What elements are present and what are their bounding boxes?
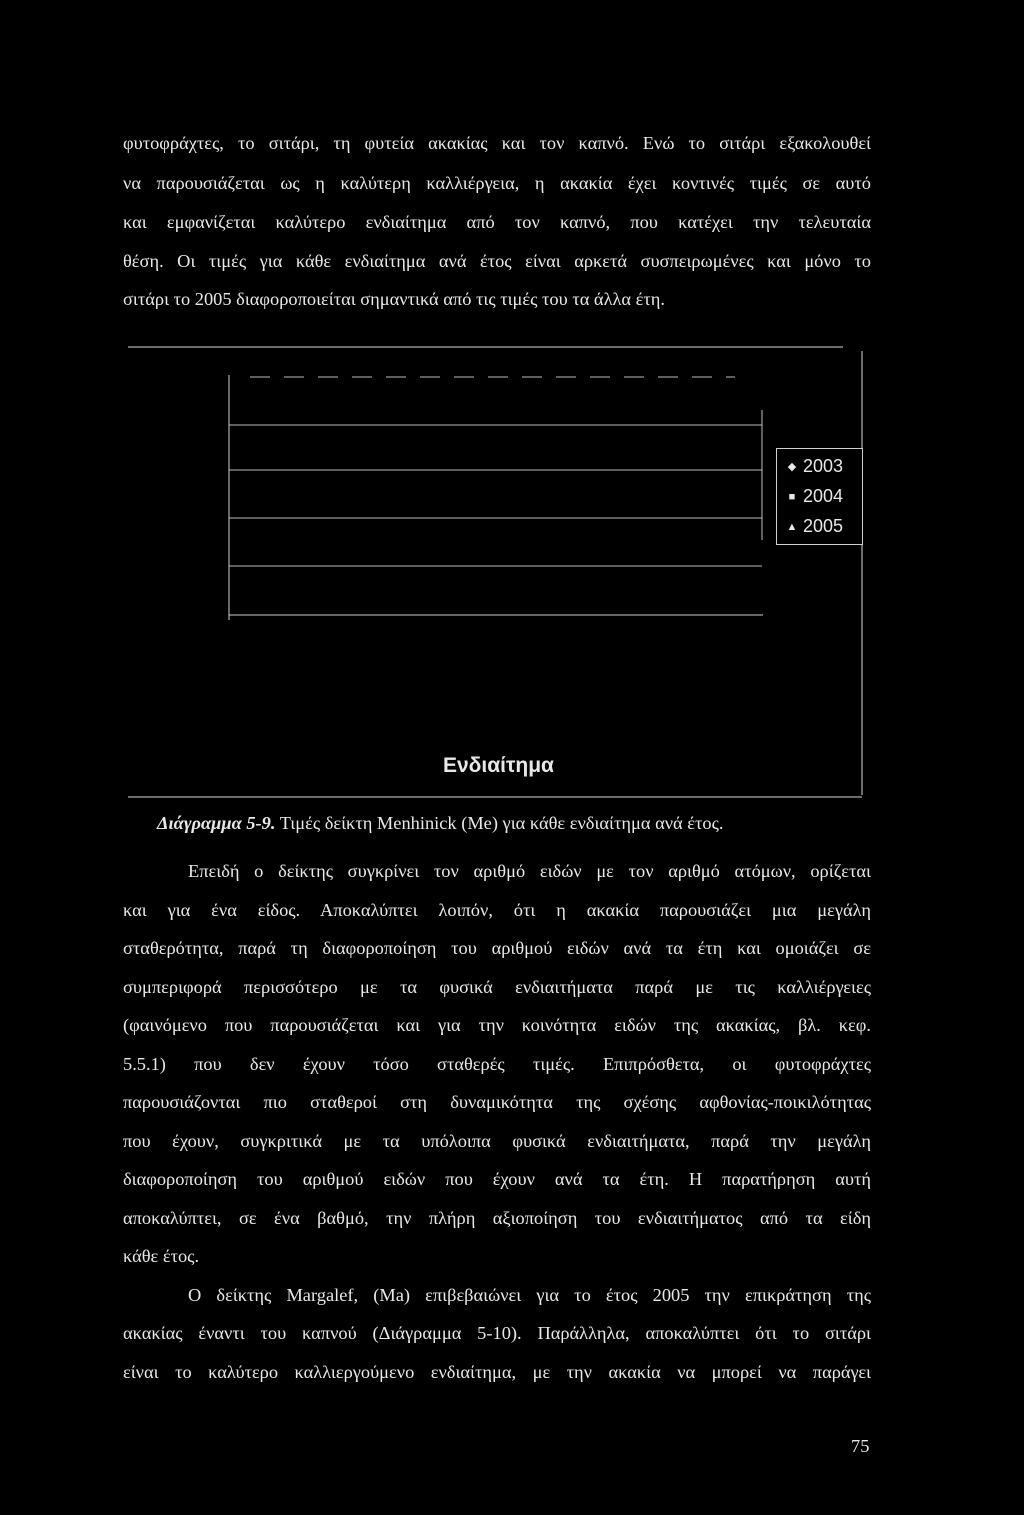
text-line: και για ένα είδος. Αποκαλύπτει λοιπόν, ότι η ακακία παρουσιάζει μια μεγάλη bbox=[123, 900, 871, 920]
text-line: Ο δείκτης Margalef, (Ma) επιβεβαιώνει για το έτος 2005 την επικράτηση της bbox=[188, 1285, 871, 1305]
text-line: (φαινόμενο που παρουσιάζεται και για την κοινότητα ειδών της ακακίας, βλ. κεφ. bbox=[123, 1015, 871, 1035]
text-line: να παρουσιάζεται ως η καλύτερη καλλιέργεια, η ακακία έχει κοντινές τιμές σε αυτό bbox=[123, 173, 871, 193]
legend-label: 2005 bbox=[803, 516, 844, 536]
text-line: είναι το καλύτερο καλλιεργούμενο ενδιαίτημα, με την ακακία να μπορεί να παράγει bbox=[123, 1362, 871, 1382]
square-marker-icon: ■ bbox=[788, 491, 796, 504]
page-number: 75 bbox=[851, 1436, 870, 1456]
triangle-marker-icon: ▲ bbox=[786, 521, 798, 534]
x-axis-label: Ενδιαίτημα bbox=[443, 754, 554, 777]
legend-item-2005 bbox=[785, 515, 843, 537]
diamond-marker-icon: ◆ bbox=[787, 461, 797, 474]
text-line: Επειδή ο δείκτης συγκρίνει τον αριθμό ειδών με τον αριθμό ατόμων, ορίζεται bbox=[188, 861, 871, 881]
figure-caption bbox=[157, 811, 723, 835]
caption-text: Τιμές δείκτη Menhinick (Me) για κάθε ενδιαίτημα ανά έτος. bbox=[275, 813, 724, 833]
text-line: συμπεριφορά περισσότερο με τα φυσικά ενδιαιτήματα παρά με τις καλλιέργειες bbox=[123, 977, 871, 997]
caption-label: Διάγραμμα 5-9. bbox=[157, 813, 276, 833]
legend-label: 2003 bbox=[803, 456, 844, 476]
text-line: αποκαλύπτει, σε ένα βαθμό, την πλήρη αξιοποίηση του ενδιαιτήματος από τα είδη bbox=[123, 1208, 871, 1228]
text-line: σταθερότητα, παρά τη διαφοροποίηση του αριθμού ειδών ανά τα έτη και ομοιάζει σε bbox=[123, 938, 871, 958]
text-line: κάθε έτος. bbox=[123, 1246, 200, 1266]
text-line: ακακίας έναντι του καπνού (Διάγραμμα 5-10). Παράλληλα, αποκαλύπτει ότι το σιτάρι bbox=[123, 1323, 871, 1343]
legend-item-2004 bbox=[785, 485, 843, 507]
text-line: θέση. Οι τιμές για κάθε ενδιαίτημα ανά έτος είναι αρκετά συσπειρωμένες και μόνο το bbox=[123, 251, 871, 271]
text-line: που έχουν, συγκριτικά με τα υπόλοιπα φυσικά ενδιαιτήματα, παρά την μεγάλη bbox=[123, 1131, 871, 1151]
legend-item-2003 bbox=[785, 455, 843, 477]
text-line: σιτάρι το 2005 διαφοροποιείται σημαντικά από τις τιμές του τα άλλα έτη. bbox=[123, 289, 665, 309]
text-line: παρουσιάζονται πιο σταθεροί στη δυναμικότητα της σχέσης αφθονίας-ποικιλότητας bbox=[123, 1092, 871, 1112]
chart-legend bbox=[776, 448, 863, 545]
text-line: και εμφανίζεται καλύτερο ενδιαίτημα από τον καπνό, που κατέχει την τελευταία bbox=[123, 212, 871, 232]
text-line: διαφοροποίηση του αριθμού ειδών που έχουν ανά τα έτη. Η παρατήρηση αυτή bbox=[123, 1169, 871, 1189]
legend-label: 2004 bbox=[803, 486, 844, 506]
text-line: 5.5.1) που δεν έχουν τόσο σταθερές τιμές. Επιπρόσθετα, οι φυτοφράχτες bbox=[123, 1054, 871, 1074]
text-line: φυτοφράχτες, το σιτάρι, τη φυτεία ακακίας και τον καπνό. Ενώ το σιτάρι εξακολουθεί bbox=[123, 133, 871, 153]
